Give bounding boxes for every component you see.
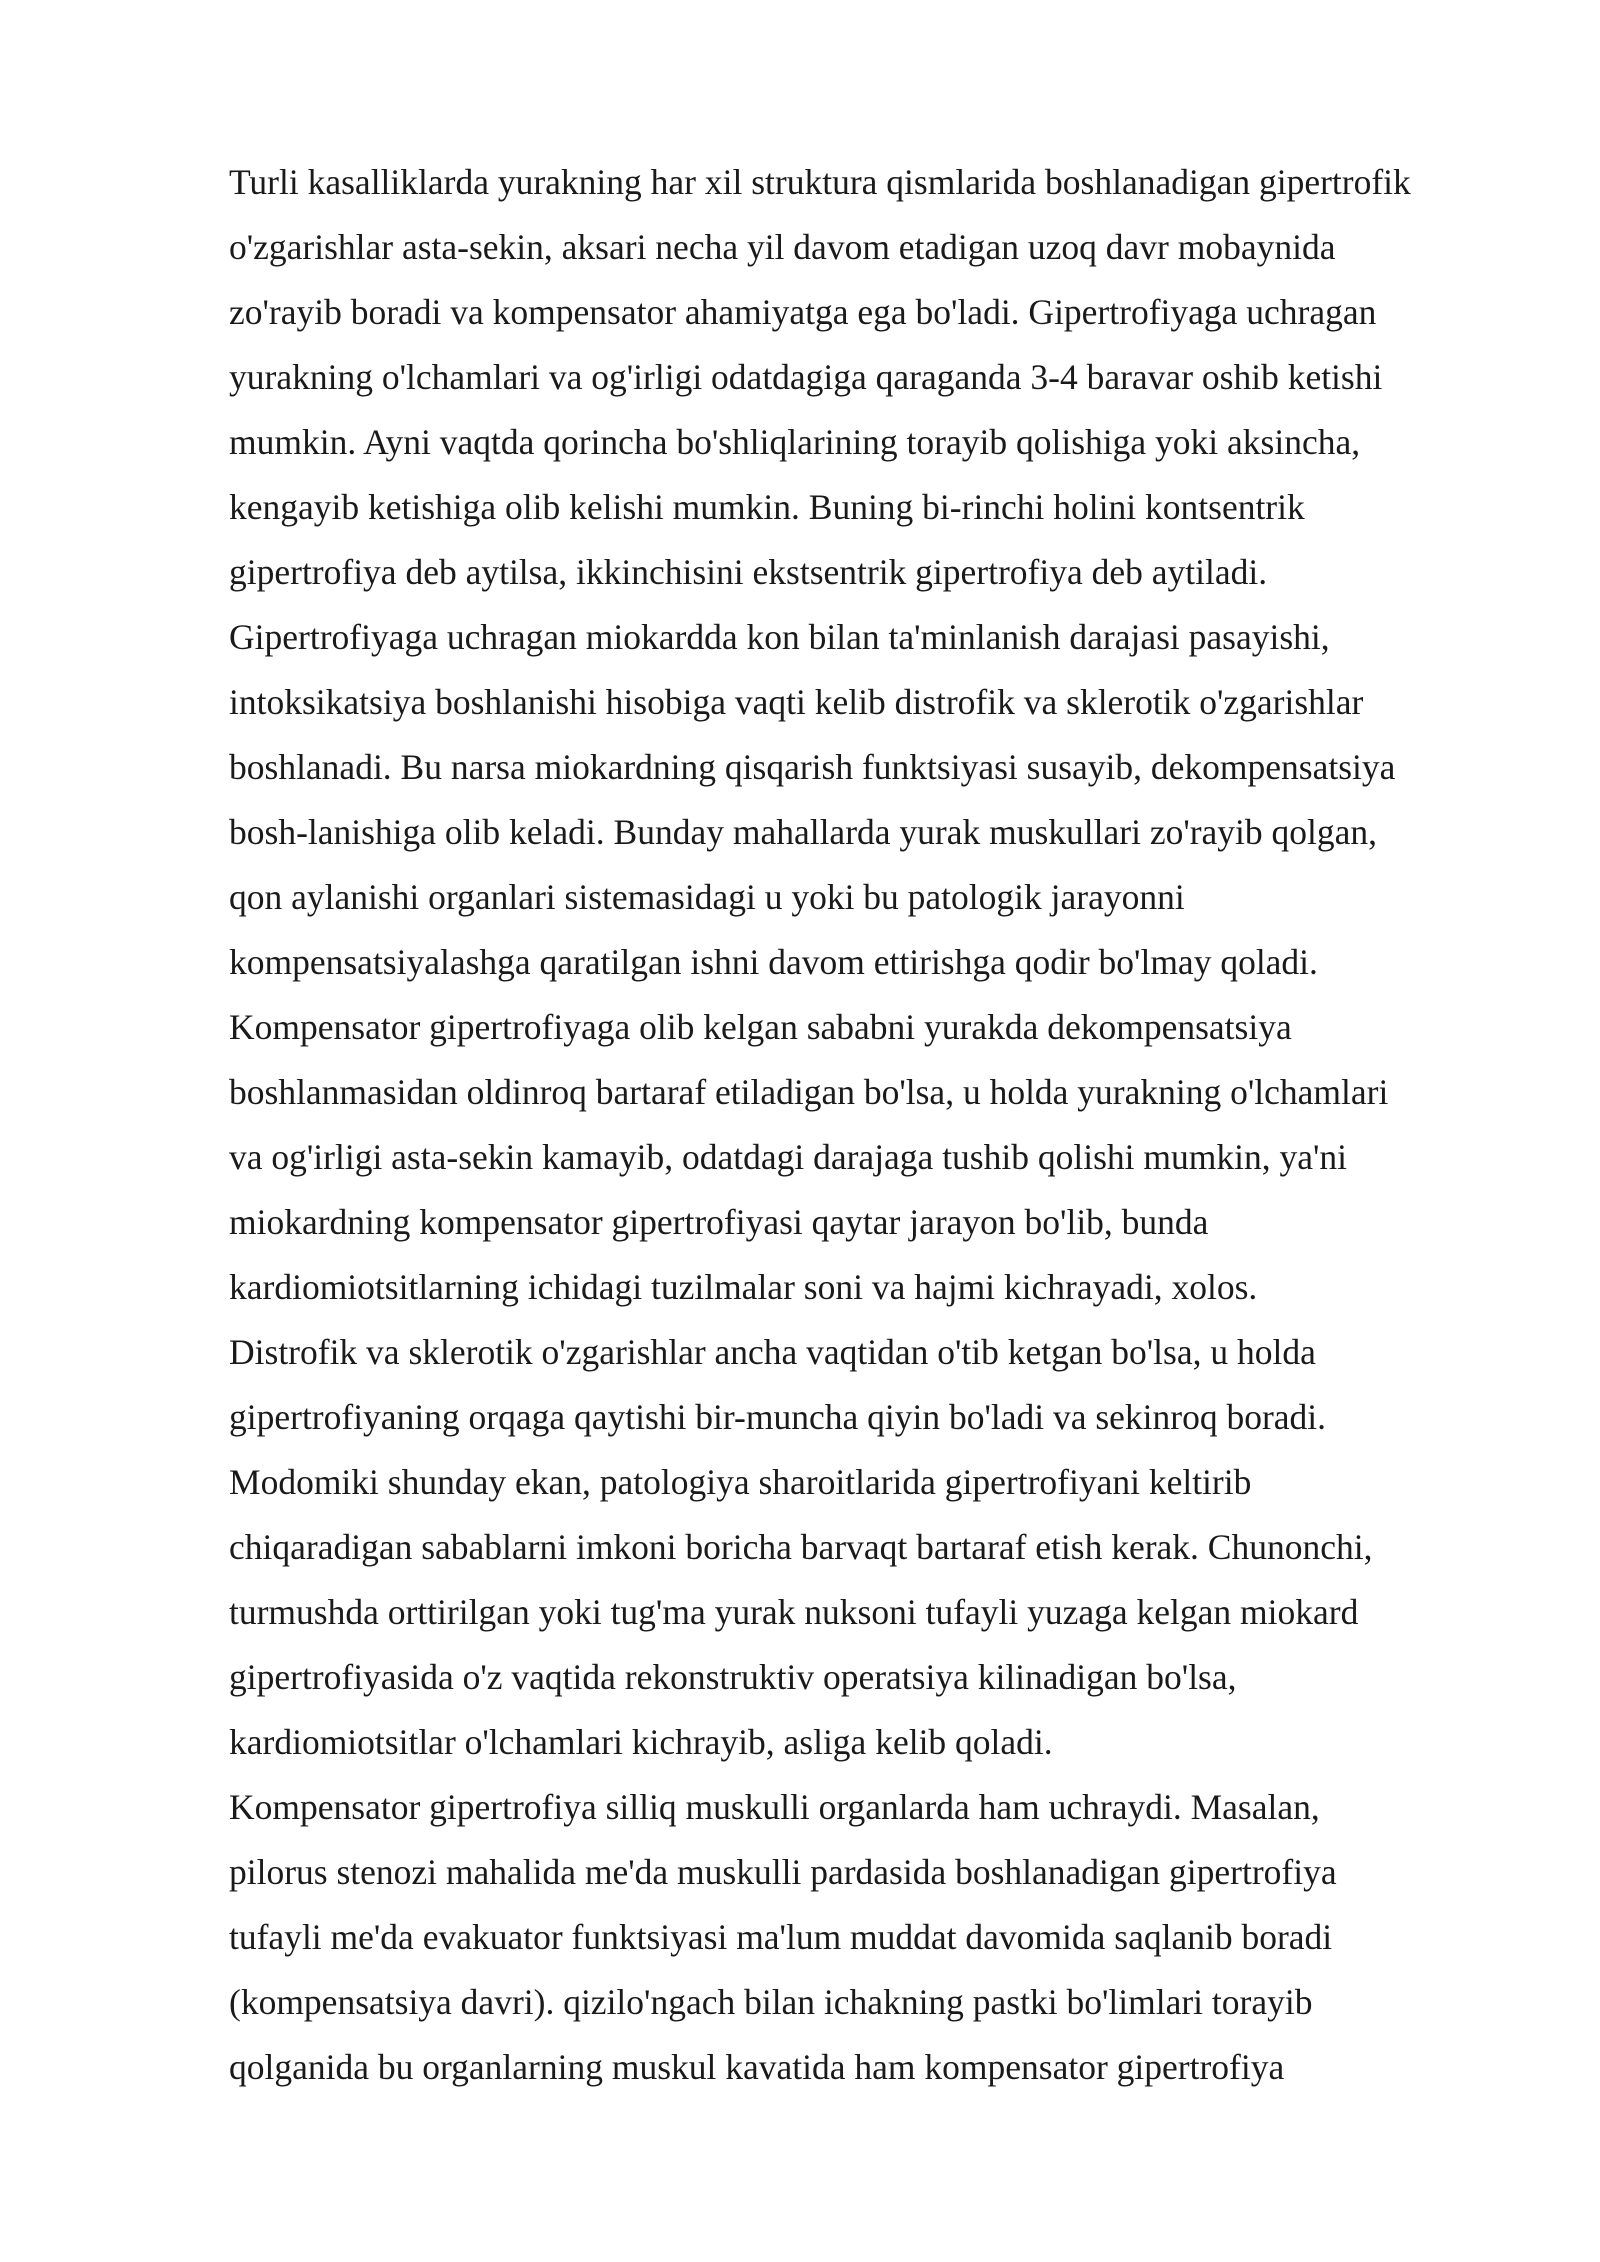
text-line: Kompensator gipertrofiya silliq muskulli organlarda ham uchraydi. Masalan, xyxy=(229,1787,1320,1827)
text-line: pilorus stenozi mahalida me'da muskulli pardasida boshlanadigan gipertrofiya xyxy=(229,1852,1337,1892)
body-text xyxy=(229,150,1519,2100)
text-line: kompensatsiyalashga qaratilgan ishni davom ettirishga qodir bo'lmay qoladi. xyxy=(229,942,1318,982)
text-line: gipertrofiyasida o'z vaqtida rekonstruktiv operatsiya kilinadigan bo'lsa, xyxy=(229,1657,1237,1697)
text-line: Modomiki shunday ekan, patologiya sharoitlarida gipertrofiyani keltirib xyxy=(229,1462,1252,1502)
text-line: bosh-lanishiga olib keladi. Bunday mahallarda yurak muskullari zo'rayib qolgan, xyxy=(229,812,1378,852)
text-line: Kompensator gipertrofiyaga olib kelgan sababni yurakda dekompensatsiya xyxy=(229,1007,1292,1047)
text-line: gipertrofiya deb aytilsa, ikkinchisini ekstsentrik gipertrofiya deb aytiladi. xyxy=(229,552,1268,592)
text-line: gipertrofiyaning orqaga qaytishi bir-muncha qiyin bo'ladi va sekinroq boradi. xyxy=(229,1397,1327,1437)
text-line: (kompensatsiya davri). qizilo'ngach bilan ichakning pastki bo'limlari torayib xyxy=(229,1982,1313,2022)
text-line: kardiomiotsitlar o'lchamlari kichrayib, asliga kelib qoladi. xyxy=(229,1722,1053,1762)
text-line: kardiomiotsitlarning ichidagi tuzilmalar soni va hajmi kichrayadi, xolos. xyxy=(229,1267,1258,1307)
text-line: Turli kasalliklarda yurakning har xil struktura qismlarida boshlanadigan gipertrofik xyxy=(229,162,1411,202)
text-line: yurakning o'lchamlari va og'irligi odatdagiga qaraganda 3-4 baravar oshib ketishi xyxy=(229,357,1383,397)
text-line: Gipertrofiyaga uchragan miokardda kon bilan ta'minlanish darajasi pasayishi, xyxy=(229,617,1330,657)
text-line: qolganida bu organlarning muskul kavatida ham kompensator gipertrofiya xyxy=(229,2047,1285,2087)
text-line: kengayib ketishiga olib kelishi mumkin. Buning bi-rinchi holini kontsentrik xyxy=(229,487,1305,527)
text-line: mumkin. Ayni vaqtda qorincha bo'shliqlarining torayib qolishiga yoki aksincha, xyxy=(229,422,1361,462)
text-line: qon aylanishi organlari sistemasidagi u yoki bu patologik jarayonni xyxy=(229,877,1185,917)
text-line: zo'rayib boradi va kompensator ahamiyatga ega bo'ladi. Gipertrofiyaga uchragan xyxy=(229,292,1377,332)
text-line: turmushda orttirilgan yoki tug'ma yurak nuksoni tufayli yuzaga kelgan miokard xyxy=(229,1592,1359,1632)
text-line: o'zgarishlar asta-sekin, aksari necha yil davom etadigan uzoq davr mobaynida xyxy=(229,227,1336,267)
text-line: intoksikatsiya boshlanishi hisobiga vaqti kelib distrofik va sklerotik o'zgarishlar xyxy=(229,682,1364,722)
text-line: boshlanmasidan oldinroq bartaraf etiladigan bo'lsa, u holda yurakning o'lchamlari xyxy=(229,1072,1389,1112)
text-line: miokardning kompensator gipertrofiyasi qaytar jarayon bo'lib, bunda xyxy=(229,1202,1209,1242)
text-line: boshlanadi. Bu narsa miokardning qisqarish funktsiyasi susayib, dekompensatsiya xyxy=(229,747,1396,787)
text-line: tufayli me'da evakuator funktsiyasi ma'lum muddat davomida saqlanib boradi xyxy=(229,1917,1333,1957)
text-line: chiqaradigan sabablarni imkoni boricha barvaqt bartaraf etish kerak. Chunonchi, xyxy=(229,1527,1373,1567)
text-line: va og'irligi asta-sekin kamayib, odatdagi darajaga tushib qolishi mumkin, ya'ni xyxy=(229,1137,1347,1177)
text-line: Distrofik va sklerotik o'zgarishlar ancha vaqtidan o'tib ketgan bo'lsa, u holda xyxy=(229,1332,1316,1372)
